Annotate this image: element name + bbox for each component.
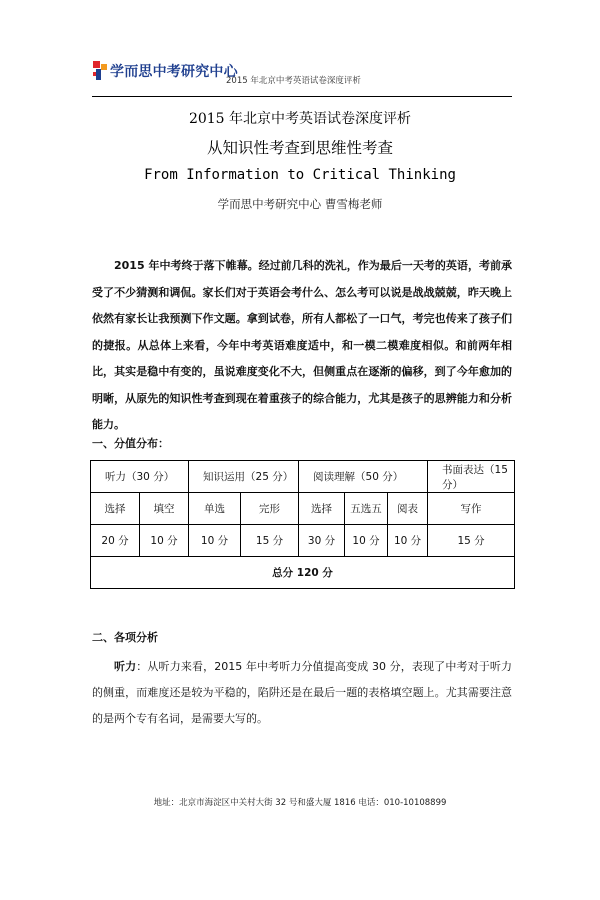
table-row [91, 493, 515, 525]
item-cell: 写作 [428, 493, 515, 525]
score-cell: 10 分 [140, 525, 189, 557]
group-cell: 听力（30 分） [91, 461, 189, 493]
header-subtitle: 2015 年北京中考英语试卷深度评析 [226, 76, 361, 86]
item-cell: 填空 [140, 493, 189, 525]
group-cell: 书面表达（15 分） [428, 461, 515, 493]
document-subtitle: 从知识性考查到思维性考查 [206, 139, 393, 157]
section-heading-analysis: 二、各项分析 [92, 631, 158, 644]
section-heading-score-distribution: 一、分值分布： [92, 437, 169, 450]
group-cell: 知识运用（25 分） [189, 461, 299, 493]
item-cell: 单选 [189, 493, 241, 525]
document-author: 学而思中考研究中心 曹雪梅老师 [217, 197, 383, 211]
document-title: 2015 年北京中考英语试卷深度评析 [188, 111, 412, 127]
score-cell: 10 分 [388, 525, 428, 557]
listening-text: ：从听力来看，2015 年中考听力分值提高变成 30 分，表现了中考对于听力的侧重，而难度还是较为平稳的，陷阱还是在最后一题的表格填空题上。尤其需要注意的是两个专有名词，是需要大写的。 [92, 660, 513, 725]
item-cell: 阅表 [388, 493, 428, 525]
item-cell: 选择 [299, 493, 345, 525]
total-score-cell: 总分 120 分 [91, 557, 515, 589]
score-distribution-table [90, 460, 515, 589]
item-cell: 完形 [241, 493, 299, 525]
score-cell: 30 分 [299, 525, 345, 557]
listening-label: 听力 [114, 660, 137, 673]
table-row [91, 557, 515, 589]
page-footer: 地址：北京市海淀区中关村大街 32 号和盛大厦 1816 电话：010-10108899 [153, 798, 447, 808]
score-cell: 10 分 [345, 525, 388, 557]
logo-text: 学而思中考研究中心 [110, 64, 238, 80]
group-cell: 阅读理解（50 分） [299, 461, 428, 493]
document-english-title: From Information to Critical Thinking [144, 167, 456, 183]
page-header [92, 60, 512, 96]
header-divider [92, 96, 512, 97]
score-cell: 20 分 [91, 525, 140, 557]
score-cell: 10 分 [189, 525, 241, 557]
logo-icon [92, 60, 110, 82]
table-row [91, 461, 515, 493]
score-cell: 15 分 [428, 525, 515, 557]
item-cell: 五选五 [345, 493, 388, 525]
listening-paragraph [92, 654, 512, 732]
intro-paragraph: 2015 年中考终于落下帷幕。经过前几科的洗礼，作为最后一天考的英语，考前承受了不少猜测和调侃。家长们对于英语会考什么、怎么考可以说是战战兢兢，昨天晚上依然有家长让我预测下作文题。拿到试卷，所有人都松了一口气，考完也传来了孩子们的捷报。从总体上来看，今年中考英语难度适中，和一模二模难度相似。和前两年相比，其实是稳中有变的，虽说难度变化不大，但侧重点在逐渐的偏移，到了今年愈加的明晰，从原先的知识性考查到现在着重孩子的综合能力，尤其是孩子的思辨能力和分析能力。 [92, 259, 512, 431]
score-cell: 15 分 [241, 525, 299, 557]
table-row [91, 525, 515, 557]
item-cell: 选择 [91, 493, 140, 525]
